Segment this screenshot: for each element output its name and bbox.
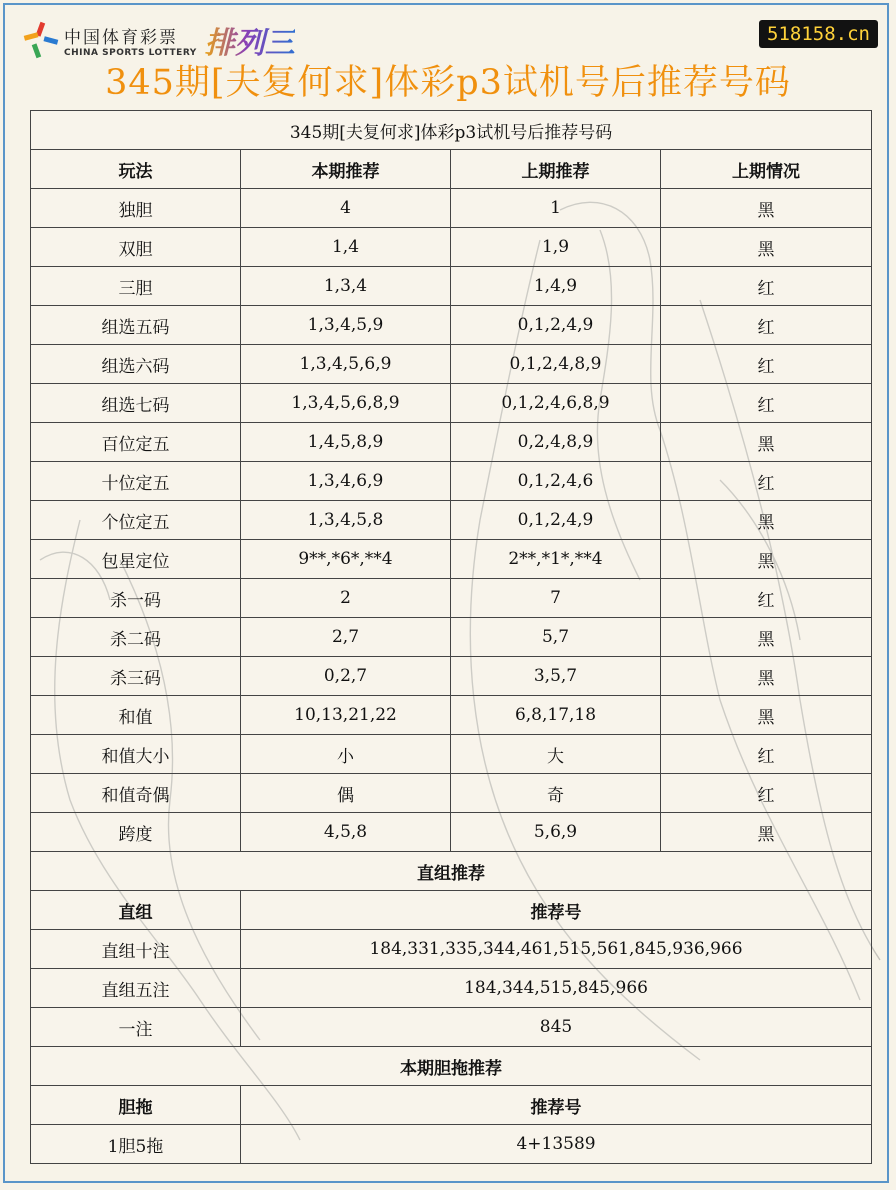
previous-result-cell: 黑 — [661, 423, 872, 462]
current-recommendation-cell: 1,3,4,5,6,9 — [241, 345, 451, 384]
previous-result-cell: 红 — [661, 462, 872, 501]
play-type-cell: 三胆 — [31, 267, 241, 306]
zhizu-section-title-row — [31, 852, 872, 891]
current-recommendation-cell: 9**,*6*,**4 — [241, 540, 451, 579]
header-cell: 直组 — [31, 891, 241, 930]
dantuo-section-title: 本期胆拖推荐 — [31, 1047, 872, 1086]
current-recommendation-cell: 偶 — [241, 774, 451, 813]
current-recommendation-cell: 10,13,21,22 — [241, 696, 451, 735]
previous-result-cell: 黑 — [661, 813, 872, 852]
table-row — [31, 696, 872, 735]
previous-recommendation-cell: 5,7 — [451, 618, 661, 657]
play-type-cell: 十位定五 — [31, 462, 241, 501]
previous-result-cell: 黑 — [661, 657, 872, 696]
header-cell: 玩法 — [31, 150, 241, 189]
play-type-cell: 一注 — [31, 1008, 241, 1047]
table-row — [31, 774, 872, 813]
header-cell: 本期推荐 — [241, 150, 451, 189]
play-type-cell: 独胆 — [31, 189, 241, 228]
previous-recommendation-cell: 0,1,2,4,6,8,9 — [451, 384, 661, 423]
header-cell: 推荐号 — [241, 891, 872, 930]
previous-recommendation-cell: 1 — [451, 189, 661, 228]
current-recommendation-cell: 1,4 — [241, 228, 451, 267]
site-badge[interactable]: 518158.cn — [759, 20, 878, 48]
previous-result-cell: 黑 — [661, 189, 872, 228]
play-type-cell: 直组五注 — [31, 969, 241, 1008]
play-type-cell: 和值 — [31, 696, 241, 735]
play-type-cell: 组选七码 — [31, 384, 241, 423]
header-cell: 胆拖 — [31, 1086, 241, 1125]
previous-result-cell: 红 — [661, 345, 872, 384]
previous-recommendation-cell: 0,1,2,4,8,9 — [451, 345, 661, 384]
current-recommendation-cell: 1,3,4,5,6,8,9 — [241, 384, 451, 423]
recommended-numbers-cell: 184,331,335,344,461,515,561,845,936,966 — [241, 930, 872, 969]
play-type-cell: 杀一码 — [31, 579, 241, 618]
recommended-numbers-cell: 4+13589 — [241, 1125, 872, 1164]
previous-result-cell: 红 — [661, 735, 872, 774]
current-recommendation-cell: 1,3,4 — [241, 267, 451, 306]
table-row — [31, 1125, 872, 1164]
previous-result-cell: 黑 — [661, 618, 872, 657]
header-cell: 推荐号 — [241, 1086, 872, 1125]
zhizu-section-title: 直组推荐 — [31, 852, 872, 891]
play-type-cell: 和值奇偶 — [31, 774, 241, 813]
recommendation-table — [30, 110, 872, 1164]
dantuo-section-header-row — [31, 1086, 872, 1125]
play-type-cell: 杀二码 — [31, 618, 241, 657]
previous-recommendation-cell: 奇 — [451, 774, 661, 813]
logo-cn-text: 中国体育彩票 — [64, 27, 178, 48]
previous-recommendation-cell: 6,8,17,18 — [451, 696, 661, 735]
table-row — [31, 1008, 872, 1047]
play-type-cell: 包星定位 — [31, 540, 241, 579]
table-row — [31, 618, 872, 657]
play-type-cell: 双胆 — [31, 228, 241, 267]
previous-result-cell: 黑 — [661, 696, 872, 735]
play-type-cell: 跨度 — [31, 813, 241, 852]
table-row — [31, 345, 872, 384]
table-row — [31, 579, 872, 618]
previous-recommendation-cell: 0,1,2,4,9 — [451, 306, 661, 345]
previous-recommendation-cell: 3,5,7 — [451, 657, 661, 696]
previous-recommendation-cell: 7 — [451, 579, 661, 618]
previous-result-cell: 黑 — [661, 540, 872, 579]
current-recommendation-cell: 1,4,5,8,9 — [241, 423, 451, 462]
table-row — [31, 735, 872, 774]
previous-recommendation-cell: 1,9 — [451, 228, 661, 267]
dantuo-section-title-row — [31, 1047, 872, 1086]
table-row — [31, 813, 872, 852]
logo-brand-text: 排列三 — [205, 18, 295, 62]
table-body — [31, 111, 872, 1164]
previous-result-cell: 黑 — [661, 501, 872, 540]
table-title-row — [31, 111, 872, 150]
previous-result-cell: 红 — [661, 384, 872, 423]
table-row — [31, 306, 872, 345]
table-row — [31, 969, 872, 1008]
table-row — [31, 423, 872, 462]
current-recommendation-cell: 1,3,4,5,9 — [241, 306, 451, 345]
header-cell: 上期推荐 — [451, 150, 661, 189]
play-type-cell: 直组十注 — [31, 930, 241, 969]
play-type-cell: 个位定五 — [31, 501, 241, 540]
current-recommendation-cell: 4,5,8 — [241, 813, 451, 852]
previous-result-cell: 红 — [661, 579, 872, 618]
recommended-numbers-cell: 184,344,515,845,966 — [241, 969, 872, 1008]
previous-recommendation-cell: 5,6,9 — [451, 813, 661, 852]
previous-recommendation-cell: 1,4,9 — [451, 267, 661, 306]
play-type-cell: 组选六码 — [31, 345, 241, 384]
current-recommendation-cell: 4 — [241, 189, 451, 228]
play-type-cell: 杀三码 — [31, 657, 241, 696]
previous-result-cell: 红 — [661, 306, 872, 345]
play-type-cell: 和值大小 — [31, 735, 241, 774]
table-row — [31, 267, 872, 306]
zhizu-section-header-row — [31, 891, 872, 930]
previous-result-cell: 红 — [661, 267, 872, 306]
current-recommendation-cell: 2,7 — [241, 618, 451, 657]
table-header-row — [31, 150, 872, 189]
play-type-cell: 百位定五 — [31, 423, 241, 462]
previous-recommendation-cell: 大 — [451, 735, 661, 774]
header-cell: 上期情况 — [661, 150, 872, 189]
table-row — [31, 657, 872, 696]
recommended-numbers-cell: 845 — [241, 1008, 872, 1047]
table-row — [31, 462, 872, 501]
previous-recommendation-cell: 0,1,2,4,6 — [451, 462, 661, 501]
table-row — [31, 189, 872, 228]
table-row — [31, 930, 872, 969]
current-recommendation-cell: 1,3,4,5,8 — [241, 501, 451, 540]
play-type-cell: 组选五码 — [31, 306, 241, 345]
table-row — [31, 501, 872, 540]
previous-recommendation-cell: 2**,*1*,**4 — [451, 540, 661, 579]
current-recommendation-cell: 小 — [241, 735, 451, 774]
table-row — [31, 228, 872, 267]
current-recommendation-cell: 1,3,4,6,9 — [241, 462, 451, 501]
previous-recommendation-cell: 0,1,2,4,9 — [451, 501, 661, 540]
lottery-mark-icon — [20, 20, 64, 60]
previous-result-cell: 红 — [661, 774, 872, 813]
page-title: 345期[夫复何求]体彩p3试机号后推荐号码 — [105, 63, 791, 103]
table-row — [31, 384, 872, 423]
table-row — [31, 540, 872, 579]
play-type-cell: 1胆5拖 — [31, 1125, 241, 1164]
previous-result-cell: 黑 — [661, 228, 872, 267]
logo-en-text: CHINA SPORTS LOTTERY — [64, 47, 197, 58]
current-recommendation-cell: 0,2,7 — [241, 657, 451, 696]
current-recommendation-cell: 2 — [241, 579, 451, 618]
previous-recommendation-cell: 0,2,4,8,9 — [451, 423, 661, 462]
table-title: 345期[夫复何求]体彩p3试机号后推荐号码 — [31, 111, 872, 150]
